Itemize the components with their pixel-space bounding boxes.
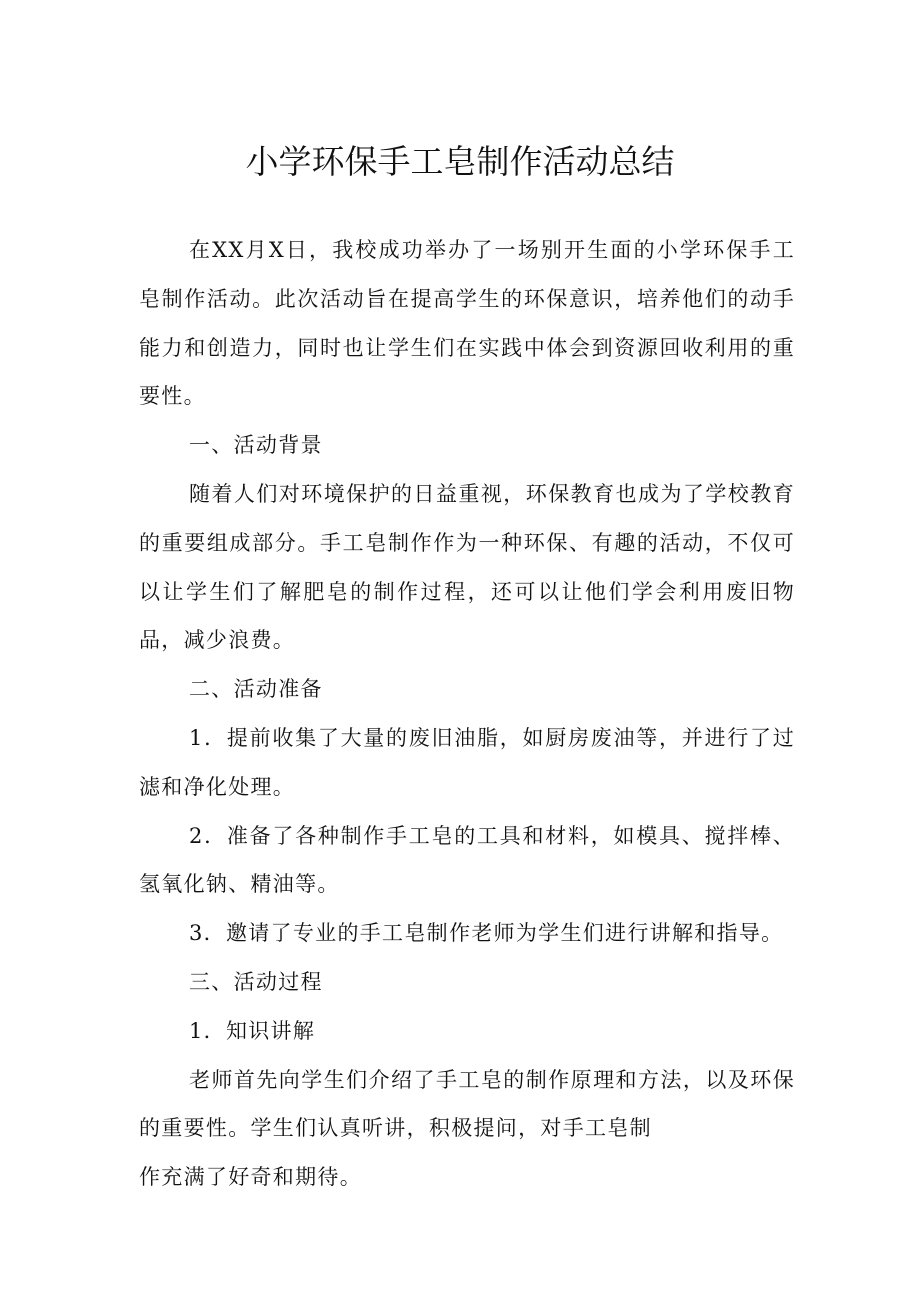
paragraph-knowledge-end: 作充满了好奇和期待。	[139, 1165, 362, 1190]
document-title: 小学环保手工皂制作活动总结	[245, 142, 675, 181]
paragraph-knowledge: 老师首先向学生们介绍了手工皂的制作原理和方法，以及环保的重要性。学生们认真听讲，积极提问，对手工皂制	[139, 1067, 795, 1141]
list-item-preparation-3: 3．邀请了专业的手工皂制作老师为学生们进行讲解和指导。	[189, 921, 784, 946]
paragraph-background: 随着人们对环境保护的日益重视，环保教育也成为了学校教育的重要组成部分。手工皂制作作为一种环保、有趣的活动，不仅可以让学生们了解肥皂的制作过程，还可以让他们学会利用废旧物品，减少浪费。	[139, 481, 795, 653]
heading-background: 一、活动背景	[189, 433, 323, 458]
heading-process: 三、活动过程	[189, 969, 323, 994]
document-body	[139, 226, 795, 1202]
list-item-preparation-1: 1．提前收集了大量的废旧油脂，如厨房废油等，并进行了过滤和净化处理。	[139, 725, 795, 799]
list-item-preparation-2: 2．准备了各种制作手工皂的工具和材料，如模具、搅拌棒、氢氧化钠、精油等。	[139, 823, 795, 897]
paragraph-intro: 在XX月X日，我校成功举办了一场别开生面的小学环保手工皂制作活动。此次活动旨在提高学生的环保意识，培养他们的动手能力和创造力，同时也让学生们在实践中体会到资源回收利用的重要性。	[139, 238, 795, 409]
heading-preparation: 二、活动准备	[189, 677, 323, 702]
subheading-knowledge: 1．知识讲解	[189, 1018, 316, 1043]
